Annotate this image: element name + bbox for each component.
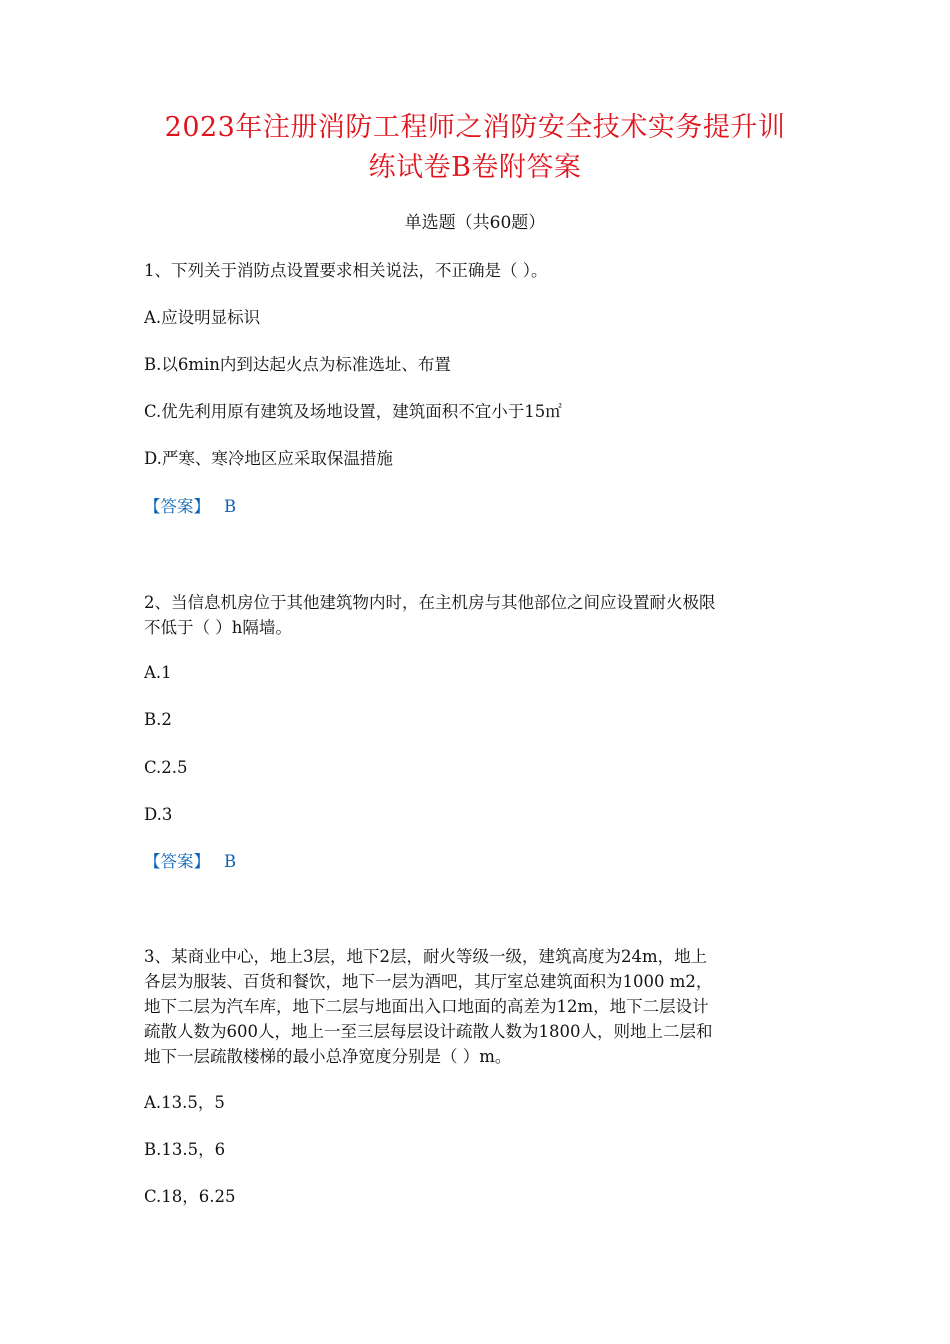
answer-value: B bbox=[224, 497, 237, 516]
question-3-option-c: C.18，6.25 bbox=[144, 1187, 236, 1206]
question-2-option-a: A.1 bbox=[144, 663, 172, 682]
question-1-answer bbox=[144, 494, 814, 519]
question-3-stem-line-3: 地下二层为汽车库，地下二层与地面出入口地面的高差为12m，地下二层设计 bbox=[144, 997, 709, 1016]
question-2-option-d: D.3 bbox=[144, 805, 173, 824]
answer-label: 【答案】 bbox=[144, 852, 210, 871]
question-3-option-b: B.13.5，6 bbox=[144, 1140, 226, 1159]
question-1-option-d: D.严寒、寒冷地区应采取保温措施 bbox=[144, 449, 393, 468]
question-3-option-a: A.13.5，5 bbox=[144, 1093, 225, 1112]
question-2-stem-line-2: 不低于（ ）h隔墙。 bbox=[144, 618, 292, 637]
question-3-stem-line-5: 地下一层疏散楼梯的最小总净宽度分别是（ ）m。 bbox=[144, 1047, 512, 1066]
question-2-stem bbox=[144, 590, 814, 640]
title-line-1: 2023年注册消防工程师之消防安全技术实务提升训 bbox=[164, 112, 786, 143]
question-2-stem-line-1: 2、当信息机房位于其他建筑物内时，在主机房与其他部位之间应设置耐火极限 bbox=[144, 593, 716, 612]
question-3-stem bbox=[144, 944, 814, 1069]
question-1-option-b: B.以6min内到达起火点为标准选址、布置 bbox=[144, 355, 451, 374]
question-2-option-c: C.2.5 bbox=[144, 758, 188, 777]
document-title bbox=[120, 108, 830, 188]
question-2-option-b: B.2 bbox=[144, 710, 172, 729]
question-3-stem-line-1: 3、某商业中心，地上3层，地下2层，耐火等级一级，建筑高度为24m，地上 bbox=[144, 947, 708, 966]
question-1-option-c: C.优先利用原有建筑及场地设置，建筑面积不宜小于15㎡ bbox=[144, 402, 562, 421]
question-2-answer bbox=[144, 849, 814, 874]
title-line-2: 练试卷B卷附答案 bbox=[368, 152, 582, 183]
section-heading: 单选题（共60题） bbox=[404, 213, 546, 233]
question-3-stem-line-4: 疏散人数为600人，地上一至三层每层设计疏散人数为1800人，则地上二层和 bbox=[144, 1022, 713, 1041]
question-3-stem-line-2: 各层为服装、百货和餐饮，地下一层为酒吧，其厅室总建筑面积为1000 m2， bbox=[144, 972, 713, 991]
answer-value: B bbox=[224, 852, 237, 871]
answer-label: 【答案】 bbox=[144, 497, 210, 516]
question-1-option-a: A.应设明显标识 bbox=[144, 308, 261, 327]
question-1-stem: 1、下列关于消防点设置要求相关说法，不正确是（ ）。 bbox=[144, 261, 548, 280]
